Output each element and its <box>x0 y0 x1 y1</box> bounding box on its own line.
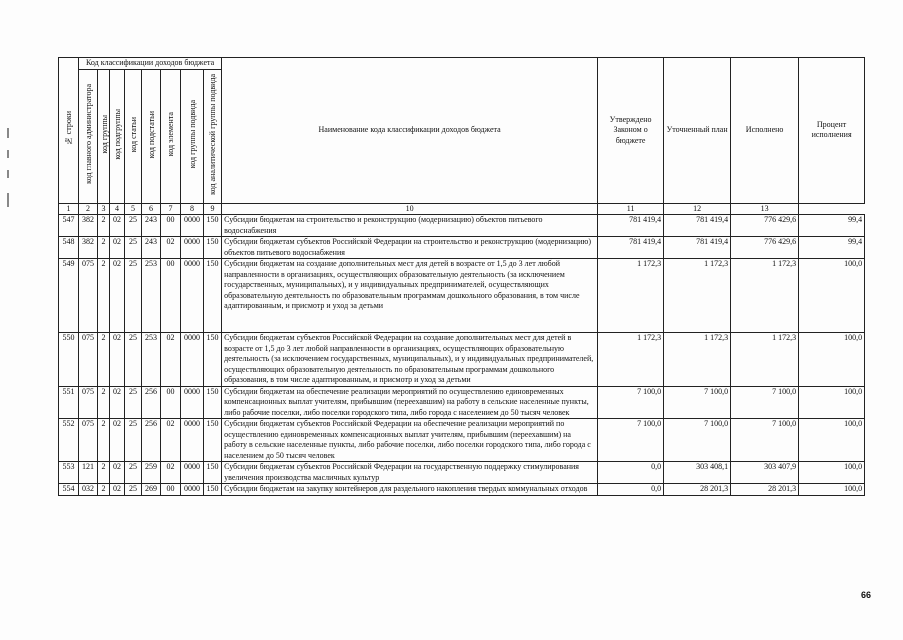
revenue-name: Субсидии бюджетам субъектов Российской Федерации на создание дополнительных мест для детей в возрасте от 1,5 до 3 лет любой направленности в организациях, осуществляющих образовательную деятельность (за исключением государственных, муниципальных), и у индивидуальных предпринимателей, осуществляющих образовательную деятельность по образовательным программам дошкольного образования, в том числе адаптированным, и присмотр и уход за детьми <box>222 333 598 387</box>
subtype-group-code: 0000 <box>181 237 204 259</box>
row-number: 554 <box>59 484 79 496</box>
revenue-name: Субсидии бюджетам на строительство и реконструкцию (модернизацию) объектов питьевого водоснабжения <box>222 215 598 237</box>
header-executed: Исполнено <box>731 58 799 204</box>
executed-amount: 303 407,9 <box>731 462 799 484</box>
subtype-group-code: 0000 <box>181 484 204 496</box>
subgroup-code: 02 <box>110 215 125 237</box>
executed-amount: 7 100,0 <box>731 386 799 419</box>
revenue-name: Субсидии бюджетам на создание дополнительных мест для детей в возрасте от 1,5 до 3 лет любой направленности в организациях, осуществляющих образовательную деятельность (за исключением государственных, муниципальных), и у индивидуальных предпринимателей, осуществляющих образовательную деятельность по образовательным программам дошкольного образования, в том числе адаптированным, и присмотр и уход за детьми <box>222 259 598 333</box>
group-code: 2 <box>98 386 110 419</box>
analytic-group-code: 150 <box>204 215 222 237</box>
admin-code: 075 <box>79 333 98 387</box>
column-number: 13 <box>731 203 799 215</box>
budget-revenue-table <box>58 57 865 496</box>
header-approved: Утверждено Законом о бюджете <box>598 58 664 204</box>
column-number: 5 <box>125 203 142 215</box>
subgroup-code: 02 <box>110 333 125 387</box>
execution-percent: 100,0 <box>799 386 865 419</box>
header-subarticle-code: код подстатьи <box>142 69 161 203</box>
subtype-group-code: 0000 <box>181 215 204 237</box>
table-row <box>59 462 865 484</box>
subgroup-code: 02 <box>110 484 125 496</box>
margin-mark <box>7 150 9 158</box>
subgroup-code: 02 <box>110 386 125 419</box>
row-number: 550 <box>59 333 79 387</box>
table-row <box>59 215 865 237</box>
executed-amount: 1 172,3 <box>731 333 799 387</box>
analytic-group-code: 150 <box>204 462 222 484</box>
subtype-group-code: 0000 <box>181 419 204 462</box>
column-number: 9 <box>204 203 222 215</box>
approved-amount: 1 172,3 <box>598 333 664 387</box>
admin-code: 382 <box>79 237 98 259</box>
group-code: 2 <box>98 237 110 259</box>
margin-mark <box>7 128 9 138</box>
element-code: 02 <box>161 419 181 462</box>
subarticle-code: 269 <box>142 484 161 496</box>
article-code: 25 <box>125 462 142 484</box>
table-row <box>59 386 865 419</box>
subarticle-code: 256 <box>142 386 161 419</box>
column-number: 3 <box>98 203 110 215</box>
header-refined-plan: Уточненный план <box>664 58 731 204</box>
article-code: 25 <box>125 333 142 387</box>
row-number: 549 <box>59 259 79 333</box>
executed-amount: 28 201,3 <box>731 484 799 496</box>
subgroup-code: 02 <box>110 259 125 333</box>
subgroup-code: 02 <box>110 237 125 259</box>
admin-code: 032 <box>79 484 98 496</box>
column-number: 1 <box>59 203 79 215</box>
revenue-name: Субсидии бюджетам субъектов Российской Федерации на строительство и реконструкцию (модернизацию) объектов питьевого водоснабжения <box>222 237 598 259</box>
header-article-code: код статьи <box>125 69 142 203</box>
page-number: 66 <box>860 590 871 600</box>
revenue-name: Субсидии бюджетам на закупку контейнеров для раздельного накопления твердых коммунальных отходов <box>222 484 598 496</box>
execution-percent: 100,0 <box>799 484 865 496</box>
element-code: 00 <box>161 215 181 237</box>
refined-plan-amount: 7 100,0 <box>664 386 731 419</box>
refined-plan-amount: 303 408,1 <box>664 462 731 484</box>
refined-plan-amount: 1 172,3 <box>664 333 731 387</box>
header-group-code: код группы <box>98 69 110 203</box>
execution-percent: 100,0 <box>799 419 865 462</box>
subgroup-code: 02 <box>110 419 125 462</box>
column-number: 10 <box>222 203 598 215</box>
subtype-group-code: 0000 <box>181 333 204 387</box>
approved-amount: 7 100,0 <box>598 386 664 419</box>
approved-amount: 1 172,3 <box>598 259 664 333</box>
subarticle-code: 259 <box>142 462 161 484</box>
analytic-group-code: 150 <box>204 237 222 259</box>
table-row <box>59 237 865 259</box>
column-number: 11 <box>598 203 664 215</box>
execution-percent: 100,0 <box>799 462 865 484</box>
approved-amount: 781 419,4 <box>598 237 664 259</box>
admin-code: 382 <box>79 215 98 237</box>
refined-plan-amount: 28 201,3 <box>664 484 731 496</box>
analytic-group-code: 150 <box>204 259 222 333</box>
article-code: 25 <box>125 419 142 462</box>
subarticle-code: 256 <box>142 419 161 462</box>
analytic-group-code: 150 <box>204 333 222 387</box>
refined-plan-amount: 781 419,4 <box>664 237 731 259</box>
admin-code: 075 <box>79 259 98 333</box>
column-number: 2 <box>79 203 98 215</box>
header-analytic-group-code: код аналитической группы подвида <box>204 69 222 203</box>
executed-amount: 7 100,0 <box>731 419 799 462</box>
column-number: 4 <box>110 203 125 215</box>
article-code: 25 <box>125 215 142 237</box>
refined-plan-amount: 1 172,3 <box>664 259 731 333</box>
column-number: 8 <box>181 203 204 215</box>
header-percent: Процент исполнения <box>799 58 865 204</box>
element-code: 00 <box>161 259 181 333</box>
admin-code: 075 <box>79 386 98 419</box>
table-row <box>59 259 865 333</box>
refined-plan-amount: 7 100,0 <box>664 419 731 462</box>
margin-mark <box>7 193 9 207</box>
article-code: 25 <box>125 484 142 496</box>
subarticle-code: 243 <box>142 237 161 259</box>
header-subtype-group-code: код группы подвида <box>181 69 204 203</box>
column-number-row <box>59 203 865 215</box>
column-number: 12 <box>664 203 731 215</box>
header-admin-code: код главного администратора <box>79 69 98 203</box>
executed-amount: 1 172,3 <box>731 259 799 333</box>
subtype-group-code: 0000 <box>181 259 204 333</box>
analytic-group-code: 150 <box>204 386 222 419</box>
execution-percent: 99,4 <box>799 237 865 259</box>
article-code: 25 <box>125 259 142 333</box>
subtype-group-code: 0000 <box>181 462 204 484</box>
row-number: 553 <box>59 462 79 484</box>
approved-amount: 0,0 <box>598 484 664 496</box>
header-classification-group: Код классификации доходов бюджета <box>79 58 222 70</box>
subgroup-code: 02 <box>110 462 125 484</box>
execution-percent: 99,4 <box>799 215 865 237</box>
group-code: 2 <box>98 484 110 496</box>
admin-code: 121 <box>79 462 98 484</box>
row-number: 551 <box>59 386 79 419</box>
subarticle-code: 243 <box>142 215 161 237</box>
execution-percent: 100,0 <box>799 333 865 387</box>
group-code: 2 <box>98 215 110 237</box>
column-number: 7 <box>161 203 181 215</box>
group-code: 2 <box>98 259 110 333</box>
subarticle-code: 253 <box>142 259 161 333</box>
element-code: 02 <box>161 462 181 484</box>
row-number: 547 <box>59 215 79 237</box>
margin-mark <box>7 170 9 178</box>
approved-amount: 781 419,4 <box>598 215 664 237</box>
subtype-group-code: 0000 <box>181 386 204 419</box>
row-number: 552 <box>59 419 79 462</box>
header-row-number: № строки <box>59 58 79 204</box>
revenue-name: Субсидии бюджетам на обеспечение реализации мероприятий по осуществлению единовременных компенсационных выплат учителям, прибывшим (переехавшим) на работу в сельские населенные пункты, либо рабочие поселки, либо поселки городского типа, либо города с населением до 50 тысяч человек <box>222 386 598 419</box>
article-code: 25 <box>125 237 142 259</box>
table-row <box>59 419 865 462</box>
execution-percent: 100,0 <box>799 259 865 333</box>
element-code: 02 <box>161 237 181 259</box>
header-subgroup-code: код подгруппы <box>110 69 125 203</box>
group-code: 2 <box>98 462 110 484</box>
approved-amount: 7 100,0 <box>598 419 664 462</box>
column-number: 6 <box>142 203 161 215</box>
subarticle-code: 253 <box>142 333 161 387</box>
group-code: 2 <box>98 333 110 387</box>
header-element-code: код элемента <box>161 69 181 203</box>
article-code: 25 <box>125 386 142 419</box>
element-code: 02 <box>161 333 181 387</box>
executed-amount: 776 429,6 <box>731 215 799 237</box>
group-code: 2 <box>98 419 110 462</box>
approved-amount: 0,0 <box>598 462 664 484</box>
element-code: 00 <box>161 386 181 419</box>
element-code: 00 <box>161 484 181 496</box>
row-number: 548 <box>59 237 79 259</box>
table-row <box>59 333 865 387</box>
refined-plan-amount: 781 419,4 <box>664 215 731 237</box>
table-row <box>59 484 865 496</box>
header-name: Наименование кода классификации доходов бюджета <box>222 58 598 204</box>
revenue-name: Субсидии бюджетам субъектов Российской Федерации на государственную поддержку стимулирования увеличения производства масличных культур <box>222 462 598 484</box>
executed-amount: 776 429,6 <box>731 237 799 259</box>
analytic-group-code: 150 <box>204 419 222 462</box>
admin-code: 075 <box>79 419 98 462</box>
revenue-name: Субсидии бюджетам субъектов Российской Федерации на обеспечение реализации мероприятий по осуществлению единовременных компенсационных выплат учителям, прибывшим (переехавшим) на работу в сельские населенные пункты, либо рабочие поселки, либо поселки городского типа, либо города с населением до 50 тысяч человек <box>222 419 598 462</box>
analytic-group-code: 150 <box>204 484 222 496</box>
